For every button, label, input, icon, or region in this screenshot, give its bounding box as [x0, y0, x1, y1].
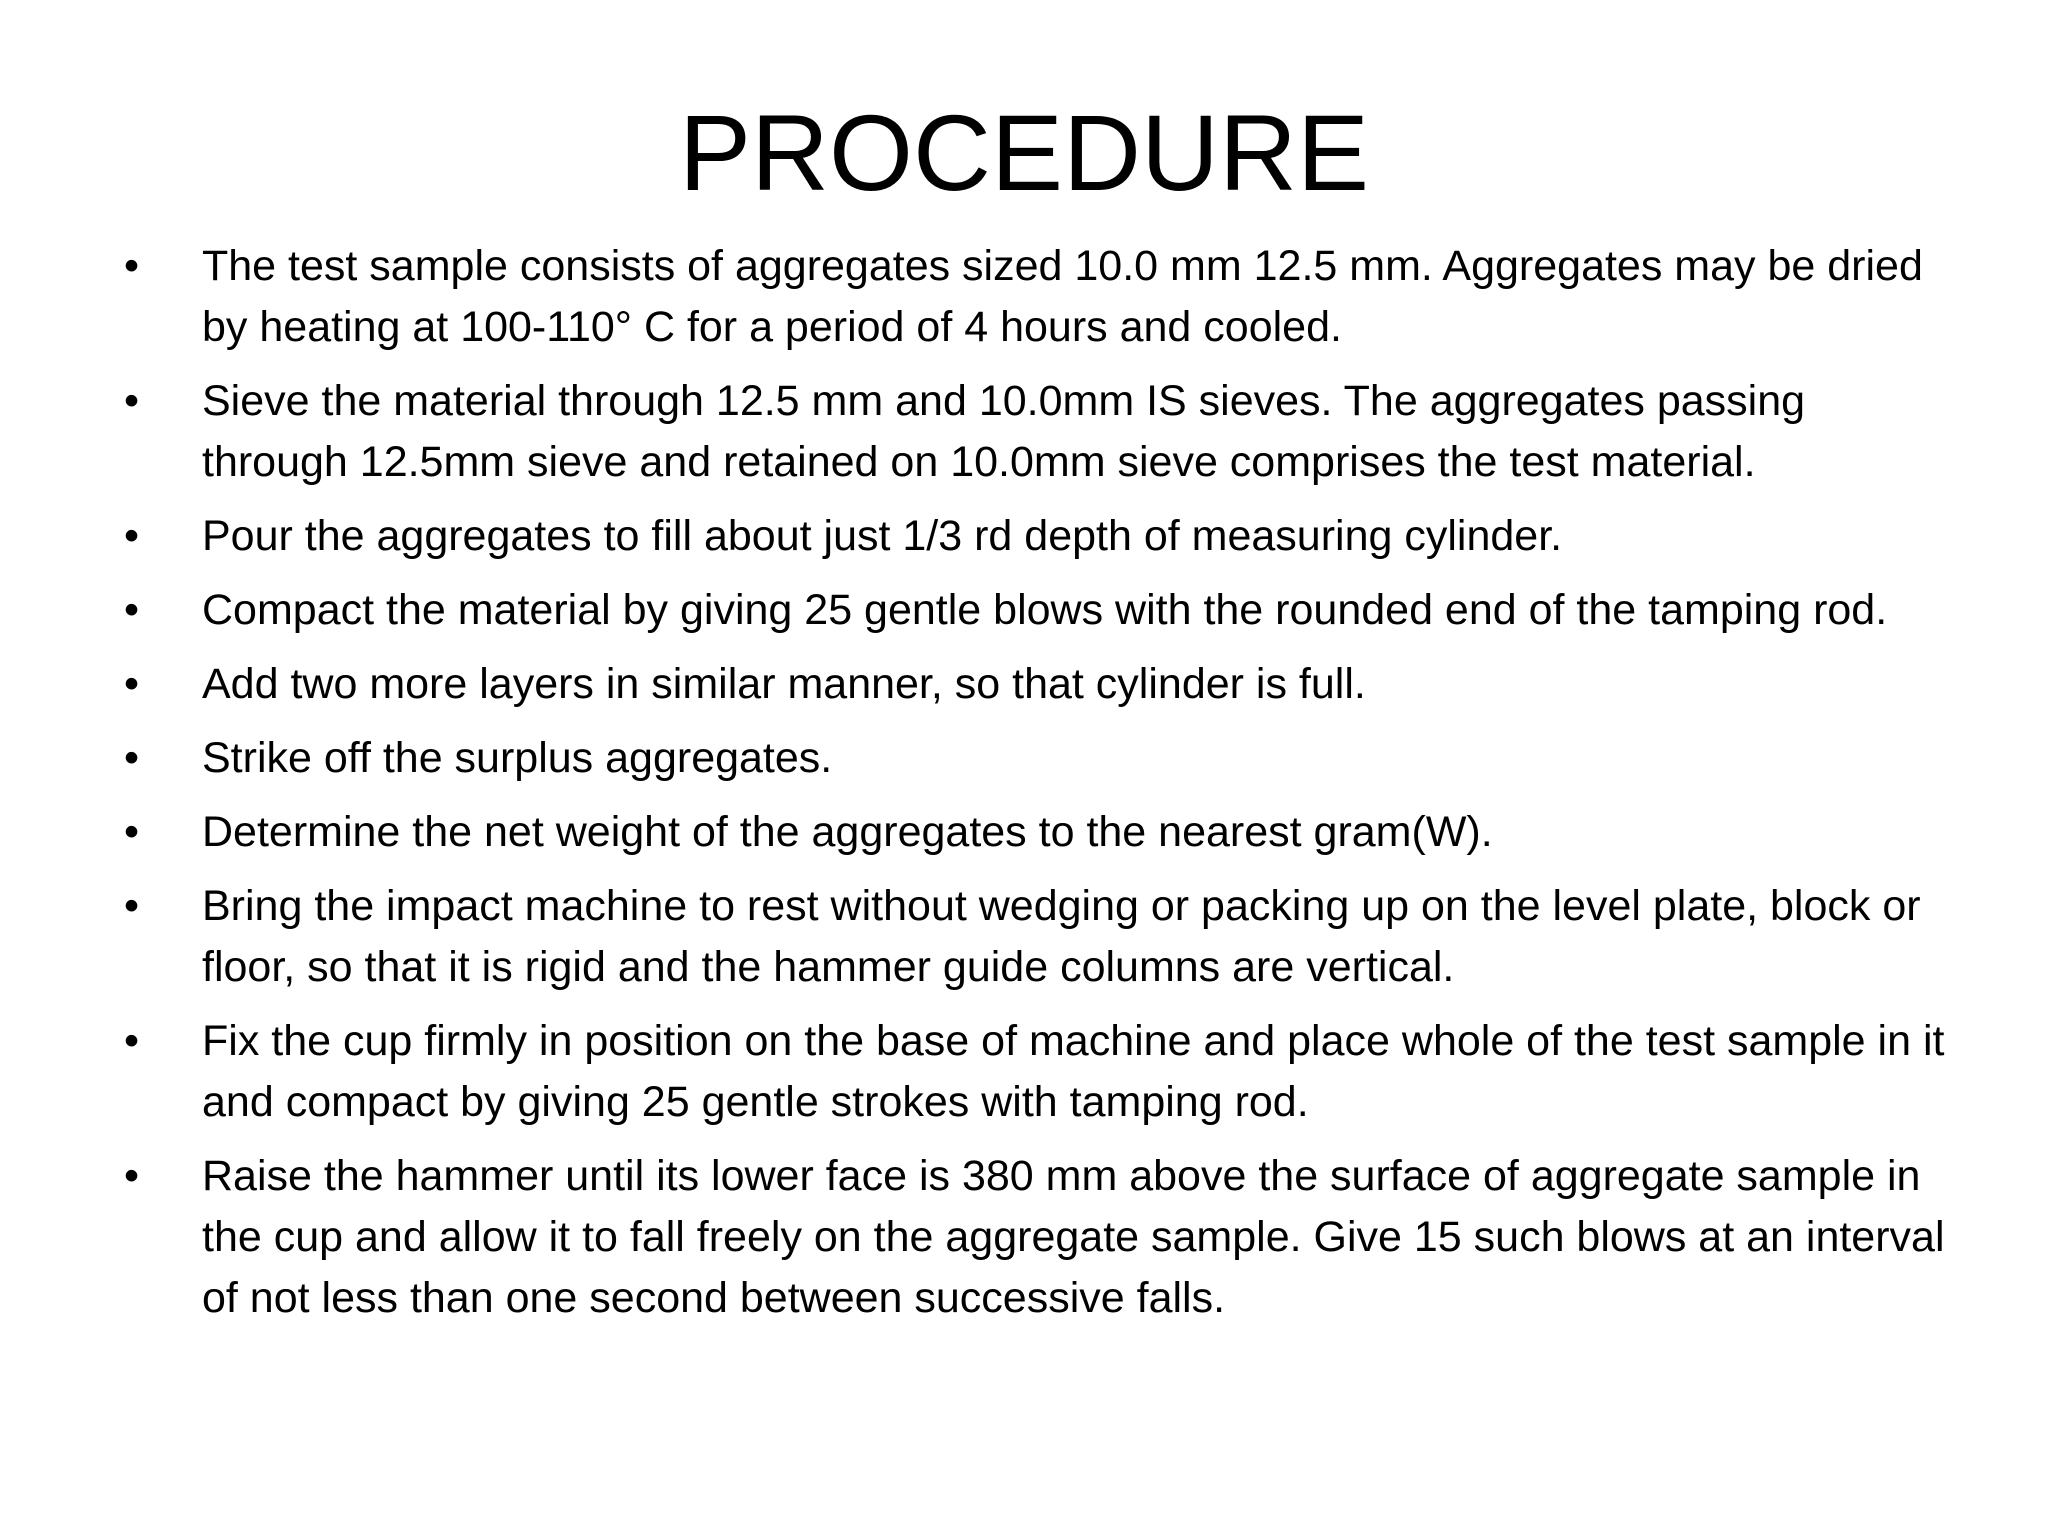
bullet-dot-icon: • [124, 242, 140, 290]
bullet-dot-icon: • [124, 734, 140, 782]
bullet-text: Sieve the material through 12.5 mm and 10.0mm IS sieves. The aggregates passing through 12.5mm sieve and retained on 10.0mm sieve comprises the test material. [202, 377, 1806, 486]
bullet-list [120, 236, 1960, 1342]
bullet-dot-icon: • [124, 1017, 140, 1065]
bullet-text: Add two more layers in similar manner, so that cylinder is full. [202, 660, 1366, 708]
bullet-item [120, 728, 1960, 789]
bullet-dot-icon: • [124, 1152, 140, 1200]
bullet-item [120, 654, 1960, 715]
bullet-item [120, 1011, 1960, 1133]
bullet-text: Compact the material by giving 25 gentle blows with the rounded end of the tamping rod. [202, 586, 1888, 634]
slide-title: PROCEDURE [678, 92, 1370, 213]
bullet-text: Strike off the surplus aggregates. [202, 734, 833, 782]
bullet-item [120, 1146, 1960, 1329]
bullet-dot-icon: • [124, 882, 140, 930]
bullet-dot-icon: • [124, 586, 140, 634]
bullet-text: Determine the net weight of the aggregates to the nearest gram(W). [202, 808, 1493, 856]
bullet-dot-icon: • [124, 660, 140, 708]
bullet-item [120, 802, 1960, 863]
bullet-item [120, 371, 1960, 493]
bullet-text: The test sample consists of aggregates sized 10.0 mm 12.5 mm. Aggregates may be dried by heating at 100-110° C for a period of 4 hours and cooled. [202, 242, 1923, 351]
bullet-item [120, 236, 1960, 358]
bullet-text: Pour the aggregates to fill about just 1/3 rd depth of measuring cylinder. [202, 512, 1563, 560]
bullet-dot-icon: • [124, 512, 140, 560]
bullet-text: Bring the impact machine to rest without wedging or packing up on the level plate, block or floor, so that it is rigid and the hammer guide columns are vertical. [202, 882, 1921, 991]
bullet-text: Raise the hammer until its lower face is 380 mm above the surface of aggregate sample in the cup and allow it to fall freely on the aggregate sample. Give 15 such blows at an interval of not less than one second between successive falls. [202, 1152, 1945, 1322]
bullet-text: Fix the cup firmly in position on the base of machine and place whole of the test sample in it and compact by giving 25 gentle strokes with tamping rod. [202, 1017, 1945, 1126]
bullet-dot-icon: • [124, 377, 140, 425]
bullet-item [120, 876, 1960, 998]
bullet-item [120, 580, 1960, 641]
bullet-dot-icon: • [124, 808, 140, 856]
bullet-item [120, 506, 1960, 567]
